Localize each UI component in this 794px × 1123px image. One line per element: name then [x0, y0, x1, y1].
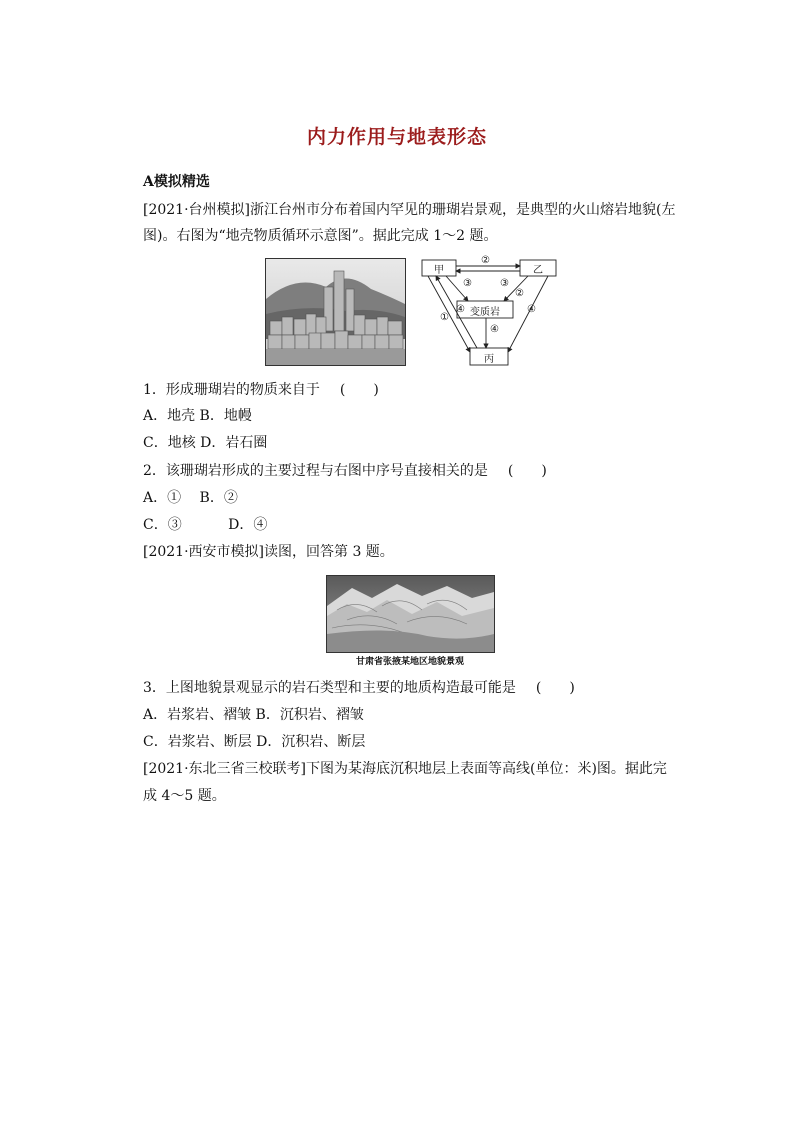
question-1-answer-blank: ( ) [339, 382, 379, 398]
question-2-stem [143, 461, 568, 481]
arrow-label-top: ② [481, 255, 490, 266]
intro-2: [2021·西安市模拟]读图，回答第 3 题。 [143, 544, 394, 560]
question-3-answer-blank: ( ) [535, 680, 575, 696]
question-2-options-ab: A．① B．② [143, 490, 238, 506]
landform-illustration [327, 576, 494, 652]
question-1-options-ab: A．地壳 B．地幔 [143, 408, 252, 424]
arrow-label-left-inner-3: ③ [463, 278, 472, 289]
question-3-text: 3．上图地貌景观显示的岩石类型和主要的地质构造最可能是 [143, 680, 516, 696]
section-heading: A模拟精选 [143, 174, 210, 190]
question-1-text: 1．形成珊瑚岩的物质来自于 [143, 382, 320, 398]
box-yi-label: 乙 [533, 265, 543, 276]
question-1-options-cd: C．地核 D．岩石圈 [143, 435, 268, 451]
rock-cycle-diagram [420, 255, 558, 368]
arrow-label-left-outer: ① [440, 312, 449, 323]
question-3-stem [143, 678, 596, 698]
coral-rock-photo [265, 258, 406, 366]
box-metamorphic-label: 变质岩 [470, 307, 500, 318]
arrow-label-center: ④ [490, 324, 499, 335]
page-title: 内力作用与地表形态 [306, 126, 487, 148]
intro-1-line-2: 图)。右图为“地壳物质循环示意图”。据此完成 1～2 题。 [143, 228, 498, 244]
question-3-options-ab: A．岩浆岩、褶皱 B．沉积岩、褶皱 [143, 707, 364, 723]
box-bing-label: 丙 [484, 354, 494, 365]
box-jia-label: 甲 [434, 265, 444, 276]
question-2-text: 2．该珊瑚岩形成的主要过程与右图中序号直接相关的是 [143, 463, 488, 479]
arrow-label-left-inner-4: ④ [456, 304, 465, 315]
landform-photo [326, 575, 495, 653]
question-2-options-cd: C．③ D．④ [143, 517, 268, 533]
question-3-options-cd: C．岩浆岩、断层 D．沉积岩、断层 [143, 734, 366, 750]
intro-3-line-1: [2021·东北三省三校联考]下图为某海底沉积地层上表面等高线(单位：米)图。据此完 [143, 761, 667, 777]
arrow-label-right-inner-3: ③ [500, 278, 509, 289]
arrow-label-right-outer: ④ [527, 304, 536, 315]
landform-photo-caption: 甘肃省张掖某地区地貌景观 [355, 657, 464, 667]
arrow-label-right-inner-2: ② [515, 288, 524, 299]
coral-rock-illustration [266, 259, 405, 365]
question-2-answer-blank: ( ) [507, 463, 547, 479]
question-1-stem [143, 380, 400, 400]
intro-3-line-2: 成 4～5 题。 [143, 788, 226, 804]
intro-1-line-1: [2021·台州模拟]浙江台州市分布着国内罕见的珊瑚岩景观，是典型的火山熔岩地貌(左 [143, 202, 676, 218]
